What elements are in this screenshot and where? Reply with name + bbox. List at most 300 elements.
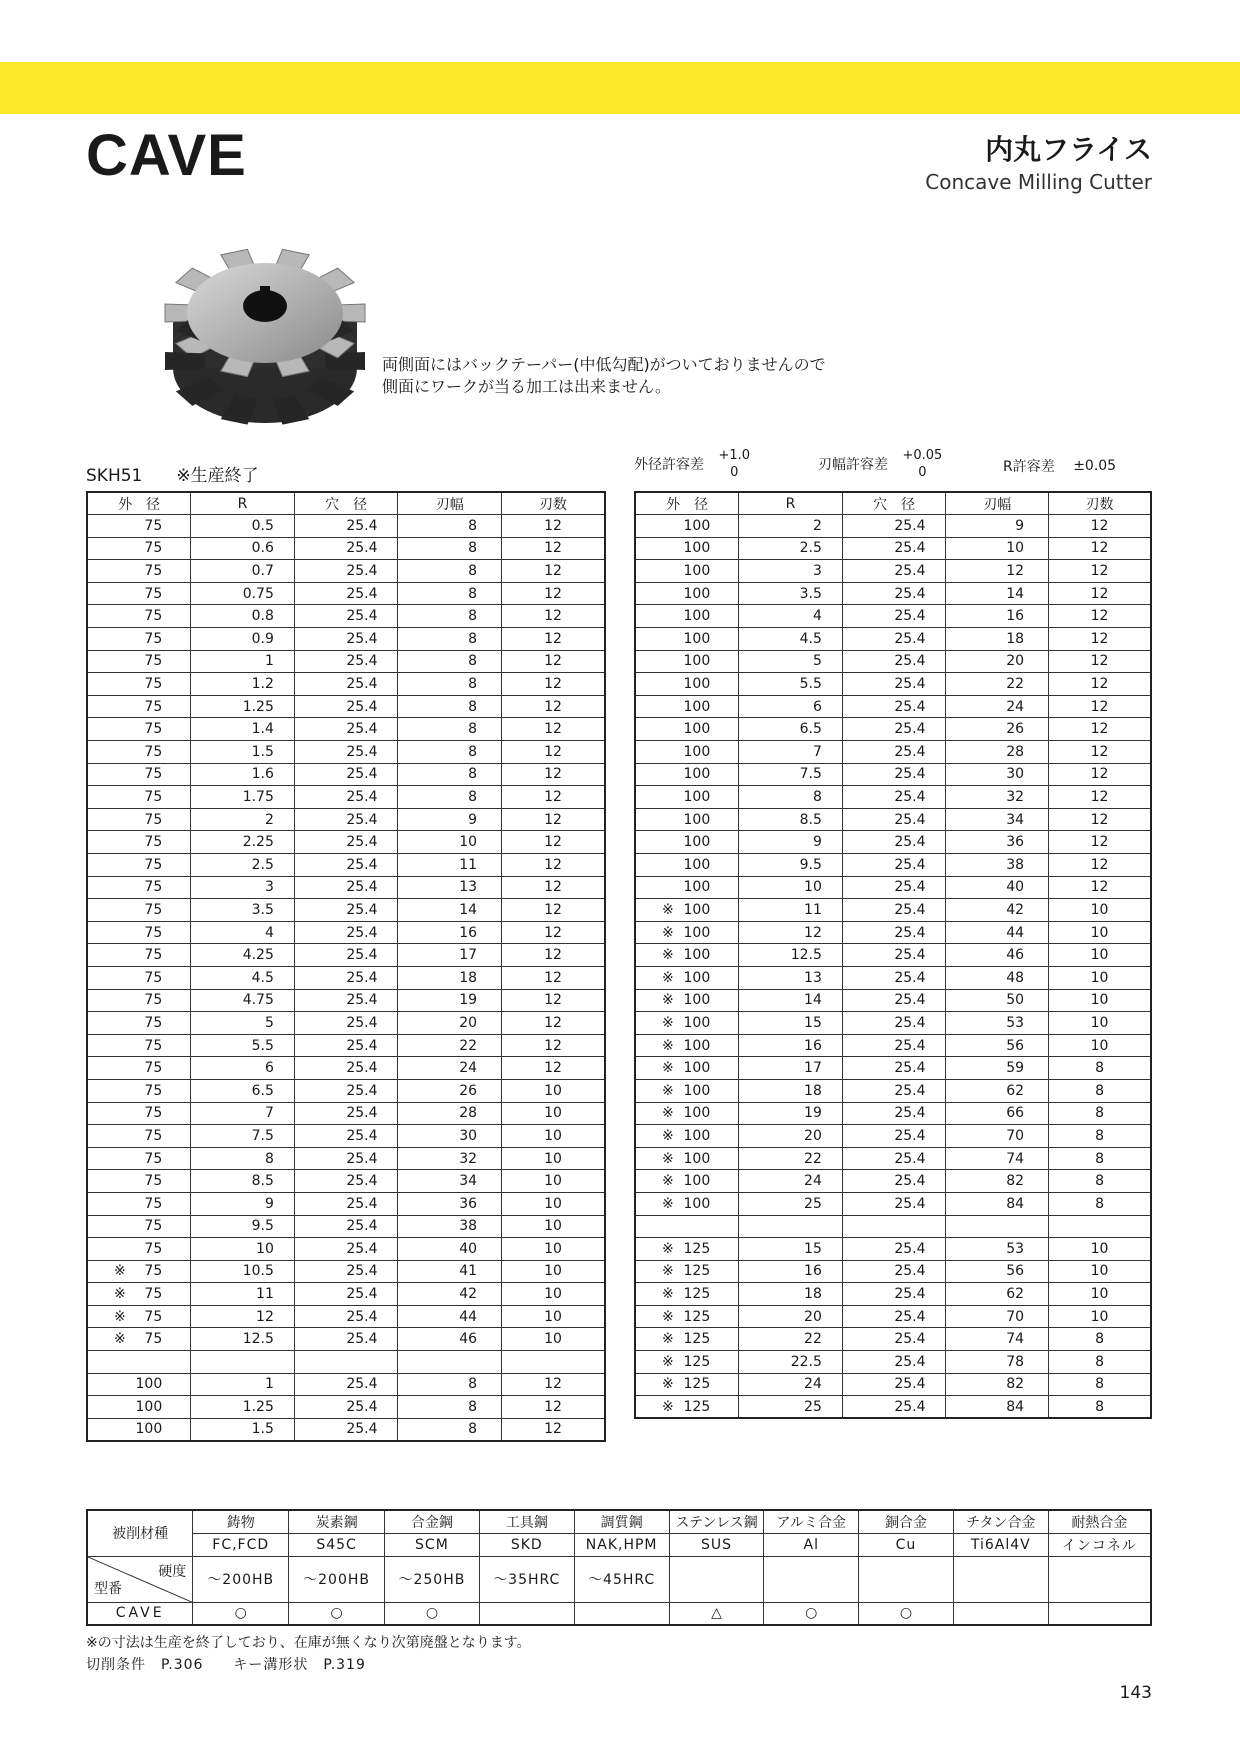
table-cell: 10 [1049,966,1151,989]
table-row [87,628,605,651]
column-header: R [739,492,843,515]
table-cell: 0.5 [191,515,295,538]
material-hardness [669,1556,764,1602]
table-cell: 16 [398,921,502,944]
outer-diameter-value: 100 [683,1150,711,1167]
table-row [87,1215,605,1238]
outer-diameter-value: 125 [683,1353,711,1370]
table-cell: 82 [946,1373,1049,1396]
outer-diameter-value: 75 [144,676,163,693]
outer-diameter-value: 100 [683,1060,711,1077]
table-cell: 8 [398,741,502,764]
table-cell [635,1034,739,1057]
material-code: SUS [669,1533,764,1556]
outer-diameter-value: 75 [144,789,163,806]
table-cell: 12 [502,1418,605,1441]
table-cell: 12 [1049,695,1151,718]
outer-diameter-value: 75 [144,1127,163,1144]
table-cell [87,831,191,854]
table-cell: 25.4 [294,1283,398,1306]
table-row [87,1283,605,1306]
table-cell [87,695,191,718]
table-cell: 1.25 [191,1396,295,1419]
table-cell: 36 [398,1192,502,1215]
column-header: 外 径 [635,492,739,515]
table-row [87,854,605,877]
table-cell [635,605,739,628]
outer-diameter-value: 100 [683,698,711,715]
table-cell: 24 [946,695,1049,718]
header-band [0,62,1240,114]
table-cell: 25.4 [842,718,946,741]
discontinued-mark: ※ [662,1263,674,1280]
table-cell: 59 [946,1057,1049,1080]
table-cell: 12 [502,560,605,583]
table-row [87,1260,605,1283]
table-cell: 12 [1049,831,1151,854]
table-cell: 13 [398,876,502,899]
tolerance-label: 刃幅許容差 [818,457,888,473]
table-row [635,1238,1151,1261]
suitability-mark: ○ [193,1602,289,1625]
discontinued-mark: ※ [662,1376,674,1393]
table-cell: 7.5 [739,763,843,786]
table-cell: 12 [1049,628,1151,651]
table-cell: 25.4 [842,921,946,944]
table-cell: 25.4 [294,1147,398,1170]
table-row [635,1373,1151,1396]
table-row [635,989,1151,1012]
table-cell: 25.4 [842,1192,946,1215]
table-row [87,1057,605,1080]
table-cell: 8 [1049,1396,1151,1419]
table-cell [87,582,191,605]
table-cell: 12 [502,673,605,696]
outer-diameter-value: 100 [683,676,711,693]
table-row [87,1305,605,1328]
outer-diameter-value: 125 [683,1331,711,1348]
outer-diameter-value: 100 [683,563,711,580]
table-cell: 8 [398,695,502,718]
suitability-mark [574,1602,669,1625]
table-cell [635,1328,739,1351]
table-cell: 12 [502,1012,605,1035]
table-cell: 12 [1049,515,1151,538]
table-cell [87,944,191,967]
table-cell: 25.4 [294,560,398,583]
table-row [635,1170,1151,1193]
discontinued-mark: ※ [114,1308,126,1325]
table-cell: 9.5 [191,1215,295,1238]
table-cell: 8 [398,1418,502,1441]
outer-diameter-value: 100 [683,653,711,670]
table-cell: 8 [1049,1079,1151,1102]
suitability-mark: ○ [859,1602,954,1625]
table-cell: 20 [398,1012,502,1035]
table-cell: 4 [739,605,843,628]
outer-diameter-value: 75 [144,1286,163,1303]
table-cell [87,1125,191,1148]
table-cell: 25.4 [842,1305,946,1328]
table-cell: 10 [502,1147,605,1170]
table-cell: 25.4 [294,966,398,989]
table-cell [87,899,191,922]
table-cell: 1 [191,650,295,673]
table-cell: 22 [946,673,1049,696]
table-cell: 56 [946,1034,1049,1057]
outer-diameter-value: 75 [144,766,163,783]
outer-diameter-value: 100 [683,1037,711,1054]
outer-diameter-value: 100 [683,1127,711,1144]
table-cell: 48 [946,966,1049,989]
table-cell: 0.75 [191,582,295,605]
table-row [635,605,1151,628]
table-cell: 1.25 [191,695,295,718]
outer-diameter-value: 75 [144,608,163,625]
table-cell: 8.5 [191,1170,295,1193]
table-header-row [87,492,605,515]
discontinued-mark: ※ [662,1308,674,1325]
discontinued-mark: ※ [662,1331,674,1348]
table-cell [635,650,739,673]
table-cell: 25.4 [842,537,946,560]
table-cell: 12 [502,944,605,967]
table-cell [635,628,739,651]
table-cell: 22 [398,1034,502,1057]
table-cell: 1.6 [191,763,295,786]
discontinued-mark: ※ [662,1240,674,1257]
table-cell: 25.4 [294,1305,398,1328]
work-material-table [86,1509,1152,1626]
table-cell: 25.4 [842,1012,946,1035]
table-cell: 0.8 [191,605,295,628]
discontinued-mark: ※ [662,1014,674,1031]
table-row [635,1396,1151,1419]
table-cell: 34 [946,808,1049,831]
table-cell: 12 [502,989,605,1012]
table-cell [87,1079,191,1102]
outer-diameter-value: 75 [144,653,163,670]
table-cell: 9 [946,515,1049,538]
table-cell: 26 [398,1079,502,1102]
table-cell [635,741,739,764]
outer-diameter-value: 100 [683,1105,711,1122]
table-cell: 25.4 [842,1396,946,1419]
material-category: 耐熱合金 [1048,1510,1151,1533]
table-cell: 24 [739,1373,843,1396]
table-cell [87,1283,191,1306]
suitability-mark: ○ [764,1602,859,1625]
table-row [87,741,605,764]
table-row [635,1351,1151,1374]
table-cell [635,560,739,583]
outer-diameter-value: 125 [683,1308,711,1325]
table-cell [635,1373,739,1396]
table-cell: 12 [1049,582,1151,605]
table-cell: 10 [502,1260,605,1283]
outer-diameter-value: 100 [683,1014,711,1031]
table-row [635,1283,1151,1306]
table-cell: 18 [946,628,1049,651]
outer-diameter-value: 100 [683,901,711,918]
discontinued-mark: ※ [662,1195,674,1212]
table-cell: 12 [502,628,605,651]
table-row [635,1125,1151,1148]
material-category: 鋳物 [193,1510,289,1533]
table-row [87,1192,605,1215]
table-cell: 11 [191,1283,295,1306]
table-cell: 46 [946,944,1049,967]
table-cell [87,628,191,651]
table-cell: 0.7 [191,560,295,583]
table-row [87,1373,605,1396]
outer-diameter-value: 75 [144,1308,163,1325]
table-cell: 25.4 [842,786,946,809]
table-cell: 25.4 [842,763,946,786]
table-cell: 12 [739,921,843,944]
table-cell: 74 [946,1147,1049,1170]
table-row [87,1328,605,1351]
table-cell: 7.5 [191,1125,295,1148]
table-cell: 9 [398,808,502,831]
table-cell [635,1396,739,1419]
material-category: 調質鋼 [574,1510,669,1533]
table-cell [635,808,739,831]
table-row [87,1238,605,1261]
table-cell: 10 [502,1283,605,1306]
suitability-mark: △ [669,1602,764,1625]
tolerance-label: R許容差 [1003,459,1055,475]
table-row [87,989,605,1012]
table-row [635,1079,1151,1102]
material-code: FC,FCD [193,1533,289,1556]
table-cell: 24 [739,1170,843,1193]
table-cell: 84 [946,1396,1049,1419]
table-row [635,1147,1151,1170]
table-cell: 10 [502,1328,605,1351]
material-code: S45C [289,1533,385,1556]
outer-diameter-value: 75 [144,743,163,760]
table-cell [398,1351,502,1374]
cutter-product-image [160,228,370,438]
outer-diameter-value: 100 [683,1173,711,1190]
spec-table-right [634,491,1152,1419]
model-name: CAVE [87,1602,193,1625]
table-cell: 10 [1049,1283,1151,1306]
table-cell: 22 [739,1328,843,1351]
table-cell: 12 [1049,808,1151,831]
table-row [635,537,1151,560]
spec-table-left [86,491,606,1442]
material-code: NAK,HPM [574,1533,669,1556]
table-cell: 25.4 [294,1170,398,1193]
table-cell [635,1125,739,1148]
table-cell: 12 [502,831,605,854]
table-row [635,854,1151,877]
table-cell: 25.4 [842,1283,946,1306]
table-cell: 8 [1049,1373,1151,1396]
table-cell: 20 [739,1305,843,1328]
table-cell: 38 [398,1215,502,1238]
outer-diameter-value: 75 [144,1105,163,1122]
discontinued-mark: ※ [662,1105,674,1122]
table-cell: 9 [191,1192,295,1215]
table-cell: 12 [946,560,1049,583]
table-cell [87,1192,191,1215]
table-row [635,899,1151,922]
table-cell: 30 [398,1125,502,1148]
table-cell [635,1147,739,1170]
table-row [87,673,605,696]
table-row [87,944,605,967]
table-cell: 7 [191,1102,295,1125]
table-cell: 70 [946,1125,1049,1148]
material-hardness: ～45HRC [574,1556,669,1602]
column-header: R [191,492,295,515]
table-cell: 10 [502,1215,605,1238]
table-cell: 4 [191,921,295,944]
table-cell: 62 [946,1079,1049,1102]
usage-note [382,354,826,398]
table-cell: 4.5 [739,628,843,651]
table-cell [87,854,191,877]
table-cell: 12 [502,808,605,831]
table-cell: 5.5 [191,1034,295,1057]
brand-title: CAVE [86,123,247,188]
material-category: チタン合金 [953,1510,1048,1533]
table-row [635,966,1151,989]
tolerance-upper: +0.05 [902,448,943,463]
table-row [87,650,605,673]
table-cell [87,1057,191,1080]
table-row [87,921,605,944]
table-cell: 12 [502,718,605,741]
table-row [635,1260,1151,1283]
outer-diameter-value: 125 [683,1376,711,1393]
table-cell: 18 [739,1079,843,1102]
table-cell [87,808,191,831]
table-cell: 25.4 [294,1396,398,1419]
table-cell: 25.4 [842,876,946,899]
table-cell: 56 [946,1260,1049,1283]
discontinued-mark: ※ [114,1331,126,1348]
table-cell: 66 [946,1102,1049,1125]
table-row [87,876,605,899]
table-cell: 25 [739,1192,843,1215]
table-cell: 8 [1049,1351,1151,1374]
column-header: 穴 径 [294,492,398,515]
material-code: SCM [385,1533,480,1556]
table-cell [635,831,739,854]
table-cell [635,1012,739,1035]
table-cell: 8 [398,718,502,741]
hardness-model-label [87,1556,193,1602]
table-cell: 25.4 [294,582,398,605]
table-cell: 17 [398,944,502,967]
table-cell: 5 [739,650,843,673]
table-cell: 25.4 [294,650,398,673]
table-cell [87,786,191,809]
table-row [87,1079,605,1102]
material-hardness: ～250HB [385,1556,480,1602]
table-cell: 3 [191,876,295,899]
table-cell: 12 [502,695,605,718]
discontinued-mark: ※ [662,1150,674,1167]
outer-diameter-value: 75 [144,811,163,828]
table-cell: 10 [502,1102,605,1125]
table-cell: 25.4 [294,989,398,1012]
table-row [635,921,1151,944]
table-cell [635,763,739,786]
table-cell: 25.4 [842,966,946,989]
table-cell: 14 [398,899,502,922]
outer-diameter-value: 75 [144,698,163,715]
table-cell: 15 [739,1238,843,1261]
table-cell: 8.5 [739,808,843,831]
table-cell [87,650,191,673]
discontinued-mark: ※ [662,1286,674,1303]
material-code: Ti6Al4V [953,1533,1048,1556]
table-cell: 12 [502,786,605,809]
table-cell [87,741,191,764]
outer-diameter-value: 100 [683,834,711,851]
discontinued-mark: ※ [662,969,674,986]
table-cell [87,1328,191,1351]
table-row [635,1012,1151,1035]
material-code-row [87,1533,1151,1556]
table-row [87,1351,605,1374]
table-row [635,515,1151,538]
table-cell: 25.4 [842,560,946,583]
table-cell [87,1305,191,1328]
table-cell: 2.25 [191,831,295,854]
table-cell: 74 [946,1328,1049,1351]
column-header: 外 径 [87,492,191,515]
table-cell: 82 [946,1170,1049,1193]
table-cell: 25.4 [294,1260,398,1283]
table-cell: 8 [398,650,502,673]
table-row [635,718,1151,741]
table-cell: 8 [1049,1147,1151,1170]
discontinued-mark: ※ [662,1037,674,1054]
tolerance-label: 外径許容差 [634,457,704,473]
table-row [87,808,605,831]
table-cell: 19 [398,989,502,1012]
tolerance-lower: 0 [730,465,739,480]
table-cell: 1.75 [191,786,295,809]
table-cell: 0.9 [191,628,295,651]
table-cell: 14 [946,582,1049,605]
table-cell: 25.4 [294,1215,398,1238]
table-cell: 15 [739,1012,843,1035]
table-cell [635,515,739,538]
table-cell: 8 [398,515,502,538]
table-cell: 8 [1049,1057,1151,1080]
table-row [635,1305,1151,1328]
outer-diameter-value: 100 [683,766,711,783]
table-cell [635,673,739,696]
table-cell: 2.5 [191,854,295,877]
material-hardness [859,1556,954,1602]
table-cell [635,899,739,922]
table-cell: 8 [191,1147,295,1170]
cutting-conditions-reference: 切削条件 P.306 キー溝形状 P.319 [86,1657,366,1673]
table-row [87,1034,605,1057]
outer-diameter-value: 75 [144,630,163,647]
column-header: 刃幅 [946,492,1049,515]
discontinued-mark: ※ [662,1082,674,1099]
table-cell [635,786,739,809]
